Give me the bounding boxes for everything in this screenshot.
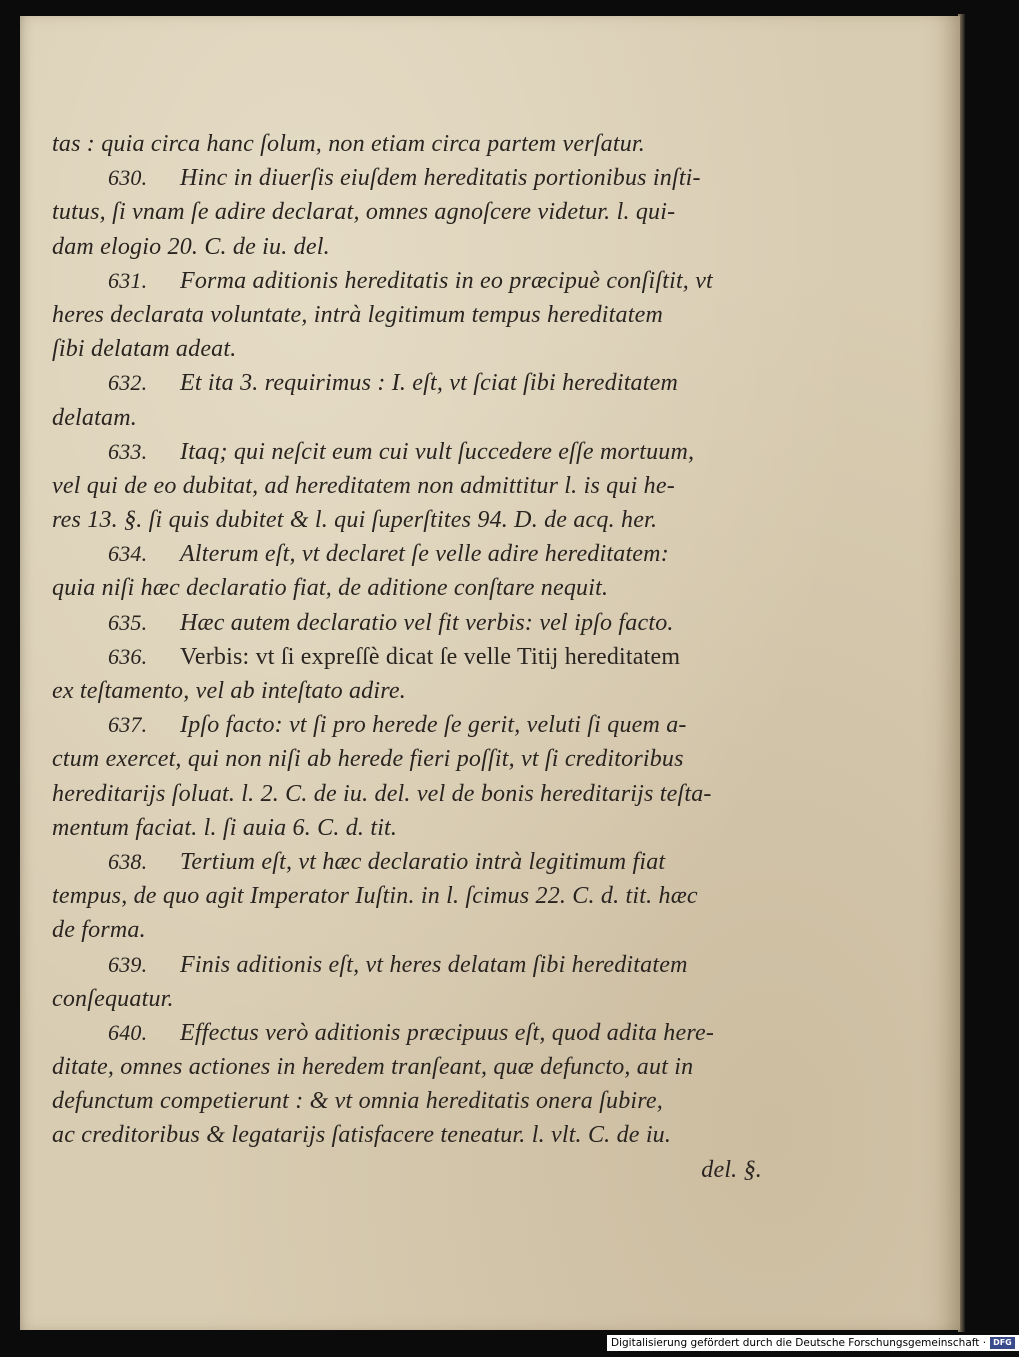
text-line: 638. Tertium eſt, vt hæc declaratio intrà legitimum fiat <box>52 845 772 879</box>
text-line: tas : quia circa hanc ſolum, non etiam circa partem verſatur. <box>52 131 646 157</box>
paragraph-number: 633. <box>108 438 148 464</box>
text-line: ex teſtamento, vel ab inteſtato adire. <box>52 678 406 704</box>
text-line: tempus, de quo agit Imperator Iuſtin. in l. ſcimus 22. C. d. tit. hæc <box>52 883 698 910</box>
book-page <box>20 16 960 1330</box>
text-line: vel qui de eo dubitat, ad hereditatem non admittitur l. is qui he- <box>52 472 675 499</box>
text-line: 633. Itaq; qui neſcit eum cui vult ſuccedere eſſe mortuum, <box>52 435 772 469</box>
text-line: dam elogio 20. C. de iu. del. <box>52 233 330 260</box>
text-line: de forma. <box>52 917 146 944</box>
text-line: 640. Effectus verò aditionis præcipuus eſt, quod adita here- <box>52 1016 772 1050</box>
text-line: res 13. §. ſi quis dubitet & l. qui ſuperſtites 94. D. de acq. her. <box>52 507 658 534</box>
paragraph-number: 637. <box>108 712 148 738</box>
text-line: 637. Ipſo facto: vt ſi pro herede ſe gerit, veluti ſi quem a- <box>52 708 772 742</box>
credit-text: Digitalisierung gefördert durch die Deutsche Forschungsgemeinschaft · <box>611 1337 987 1349</box>
digitization-credit <box>607 1335 1019 1351</box>
paragraph-number: 638. <box>108 848 148 874</box>
dfg-logo: DFG <box>990 1337 1015 1349</box>
text-line: hereditarijs ſoluat. l. 2. C. de iu. del. vel de bonis hereditarijs teſta- <box>52 780 712 807</box>
text-line: ſibi delatam adeat. <box>52 336 237 363</box>
text-line: heres declarata voluntate, intrà legitimum tempus hereditatem <box>52 301 663 328</box>
paragraph-number: 635. <box>108 609 148 635</box>
catchword: del. §. <box>701 1156 762 1183</box>
text-line: mentum faciat. l. ſi auia 6. C. d. tit. <box>52 814 398 841</box>
text-line: 632. Et ita 3. requirimus : I. eſt, vt ſciat ſibi hereditatem <box>52 366 772 400</box>
text-line: 635. Hæc autem declaratio vel fit verbis: vel ipſo facto. <box>52 606 772 640</box>
text-line: defunctum competierunt : & vt omnia hereditatis onera ſubire, <box>52 1088 663 1115</box>
text-line: delatam. <box>52 404 137 431</box>
text-line: 634. Alterum eſt, vt declaret ſe velle adire hereditatem: <box>52 537 772 571</box>
paragraph-number: 640. <box>108 1019 148 1045</box>
text-line: 639. Finis aditionis eſt, vt heres delatam ſibi hereditatem <box>52 948 772 982</box>
text-line: 631. Forma aditionis hereditatis in eo præcipuè conſiſtit, vt <box>52 264 772 298</box>
paragraph-number: 632. <box>108 370 148 396</box>
text-line: ctum exercet, qui non niſi ab herede fieri poſſit, vt ſi creditoribus <box>52 746 684 773</box>
paragraph-number: 636. <box>108 643 148 669</box>
page-text <box>52 127 772 1187</box>
text-line: quia niſi hæc declaratio fiat, de aditione conſtare nequit. <box>52 575 609 602</box>
text-line: 636. Verbis: vt ſi expreſſè dicat ſe velle Titij hereditatem <box>52 640 772 674</box>
text-line: ditate, omnes actiones in heredem tranſeant, quæ defuncto, aut in <box>52 1054 694 1081</box>
paragraph-number: 631. <box>108 267 148 293</box>
text-line: tutus, ſi vnam ſe adire declarat, omnes agnoſcere videtur. l. qui- <box>52 199 676 226</box>
text-line: ac creditoribus & legatarijs ſatisfacere teneatur. l. vlt. C. de iu. <box>52 1122 672 1149</box>
paragraph-number: 634. <box>108 541 148 567</box>
text-line: 630. Hinc in diuerſis eiuſdem hereditatis portionibus inſti- <box>52 161 772 195</box>
paragraph-number: 630. <box>108 165 148 191</box>
text-line: conſequatur. <box>52 985 174 1012</box>
paragraph-number: 639. <box>108 951 148 977</box>
